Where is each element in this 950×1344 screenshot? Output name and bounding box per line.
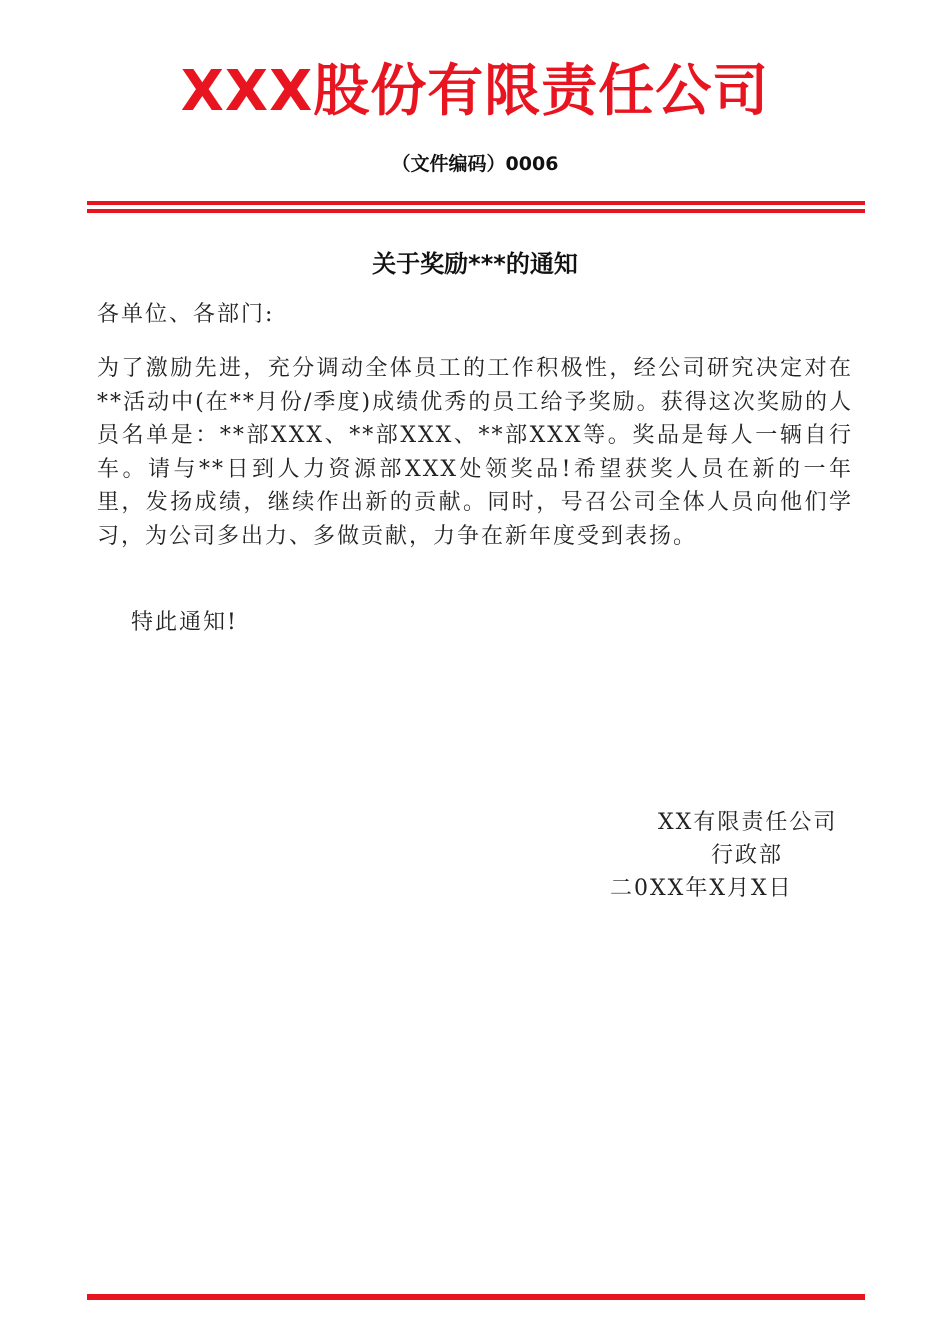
signature-company: XX有限责任公司 [658, 810, 838, 835]
header-divider-bottom [87, 209, 865, 213]
document-code: （文件编码）0006 [391, 153, 559, 175]
footer-divider [87, 1294, 865, 1300]
notice-body: 为了激励先进，充分调动全体员工的工作积极性，经公司研究决定对在**活动中(在**月份/季度)成绩优秀的员工给予奖励。获得这次奖励的人员名单是：**部XXX、**部XXX、**部XXX等。奖品是每人一辆自行车。请与**日到人力资源部XXX处领奖品!希望获奖人员在新的一年里，发扬成绩，继续作出新的贡献。同时，号召公司全体人员向他们学习，为公司多出力、多做贡献，力争在新年度受到表扬。 [97, 356, 853, 549]
signature-department: 行政部 [711, 843, 784, 868]
salutation: 各单位、各部门: [97, 302, 275, 327]
signature-date: 二0XX年X月X日 [610, 876, 793, 901]
closing-line: 特此通知! [131, 610, 238, 635]
header-divider-top [87, 201, 865, 205]
company-title: XXX股份有限责任公司 [180, 59, 770, 124]
notice-title: 关于奖励***的通知 [372, 250, 578, 278]
